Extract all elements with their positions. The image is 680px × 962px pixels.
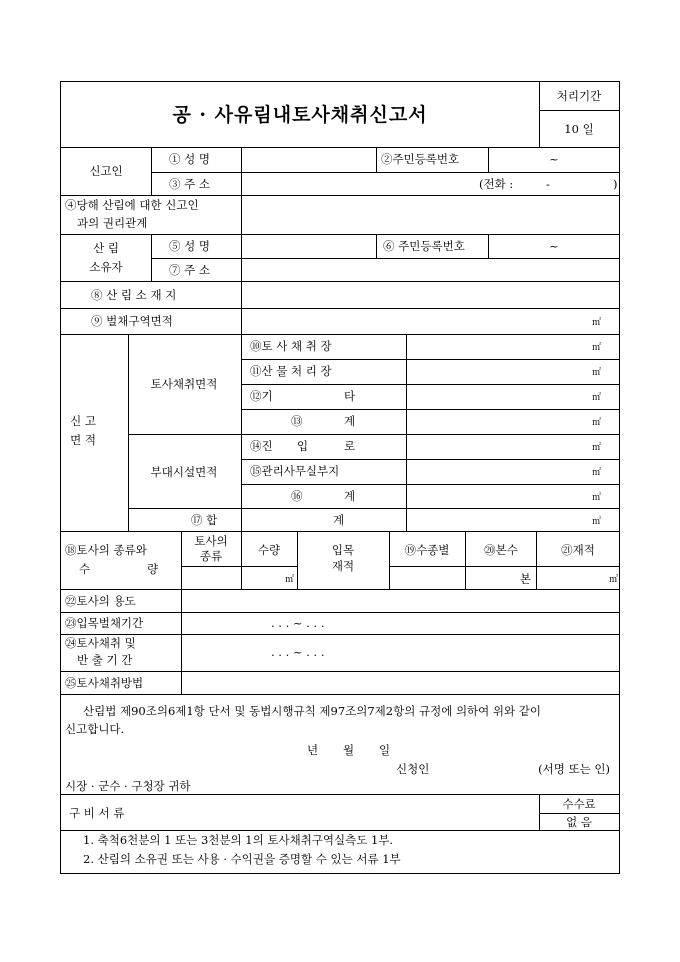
grand-total-label-b: 계 (333, 513, 345, 527)
relation-label-line1: ④당해 산림에 대한 신고인 (65, 198, 199, 212)
divider (128, 508, 620, 509)
reported-area-label-line2: 면 적 (70, 433, 96, 447)
tree-count-header: ⑳본수 (484, 543, 518, 557)
reported-area-label-line1: 신 고 (70, 414, 96, 428)
applicant-label: 신고인 (89, 164, 123, 178)
divider (61, 308, 620, 309)
owner-name-label: ⑤ 성 명 (169, 239, 211, 253)
divider (406, 334, 407, 531)
subtotal1-number: ⑬ (291, 414, 303, 428)
divider (61, 147, 620, 148)
extraction-area-label: 토사채취면적 (150, 377, 218, 391)
owner-address-field[interactable] (242, 262, 618, 280)
divider (376, 147, 377, 172)
carry-period-label-b: 반 출 기 간 (77, 653, 133, 667)
divider (241, 334, 242, 531)
divider (61, 612, 620, 613)
access-road-label-c: 로 (344, 439, 356, 453)
applicant-sign-label: 신청인 (396, 762, 430, 776)
divider (151, 234, 152, 281)
felling-period-value[interactable]: . . . ~ . . . (271, 616, 325, 630)
date-day-label: 일 (379, 743, 391, 757)
extraction-method-field[interactable] (182, 674, 618, 692)
divider (297, 531, 298, 589)
office-site-label: ⑮관리사무실부지 (250, 464, 340, 478)
soil-kind-header-a: 토사의 (194, 534, 228, 548)
processing-period-value: 10 일 (564, 122, 594, 136)
divider (539, 110, 620, 111)
timber-volume-header-a: 입목 (331, 543, 355, 557)
divider (61, 234, 620, 235)
required-documents-label: 구 비 서 류 (69, 806, 125, 820)
divider (376, 234, 377, 258)
soil-usage-label: ㉒토사의 용도 (65, 594, 136, 608)
divider (241, 484, 620, 485)
divider (151, 258, 620, 259)
divider (539, 813, 620, 814)
date-year-label: 년 (307, 743, 319, 757)
grand-total-label-a: ⑰ 합 (191, 513, 218, 527)
unit-label: ㎡ (591, 443, 601, 453)
quantity-header: 수량 (257, 543, 281, 557)
divider (151, 172, 620, 173)
volume-header: ㉑재적 (561, 543, 595, 557)
divider (61, 589, 620, 590)
subtotal2-number: ⑯ (291, 489, 303, 503)
divider (241, 459, 620, 460)
divider (465, 531, 466, 589)
unit-label: ㎡ (591, 368, 601, 378)
fee-label: 수수료 (562, 797, 596, 811)
other-label-b: 타 (344, 389, 356, 403)
applicant-phone-close: ) (613, 177, 618, 191)
facility-area-label: 부대시설면적 (150, 465, 218, 479)
divider (61, 830, 620, 831)
volume-unit: ㎥ (608, 575, 618, 585)
divider (488, 147, 489, 172)
divider (488, 234, 489, 258)
relation-field[interactable] (242, 199, 618, 231)
applicant-phone-label: (전화 : (479, 177, 514, 191)
processing-period-label: 처리기간 (556, 89, 602, 103)
tree-count-unit: 본 (519, 572, 531, 586)
signature-label[interactable]: (서명 또는 인) (538, 762, 610, 776)
report-form (60, 81, 620, 874)
applicant-phone-dash: - (546, 177, 550, 191)
access-road-label-a: ⑭진 (250, 439, 273, 453)
divider (61, 671, 620, 672)
unit-label: ㎡ (591, 343, 601, 353)
quantity-unit: ㎡ (284, 575, 294, 585)
access-road-label-b: 입 (297, 439, 309, 453)
divider (539, 82, 540, 147)
divider (151, 147, 152, 195)
other-label-a: ⑫기 (250, 389, 273, 403)
date-month-label: 월 (343, 743, 355, 757)
divider (61, 794, 620, 795)
owner-rrn-separator: ~ (549, 239, 559, 253)
extraction-method-label: ㉕토사채취방법 (65, 676, 144, 690)
unit-label: ㎡ (591, 493, 601, 503)
soil-kind-header-b: 종류 (199, 549, 223, 563)
waste-site-label: ⑪산 물 처 리 장 (250, 364, 332, 378)
divider (128, 434, 620, 435)
statement-line2: 신고합니다. (65, 722, 125, 736)
carry-period-value[interactable]: . . . ~ . . . (271, 645, 325, 659)
owner-label-line2: 소유자 (89, 260, 123, 274)
divider (241, 531, 242, 589)
carry-period-label-a: ㉔토사채취 및 (65, 636, 136, 650)
divider (241, 384, 620, 385)
unit-label: ㎡ (591, 418, 601, 428)
applicant-address-label: ③ 주 소 (169, 177, 211, 191)
felling-period-label: ㉓입목벌채기간 (65, 616, 144, 630)
felling-area-label: ⑨ 벌채구역면적 (91, 314, 173, 328)
subtotal1-label: 계 (344, 414, 356, 428)
applicant-rrn-label: ②주민등록번호 (381, 152, 460, 166)
divider (61, 694, 620, 695)
recipient-label: 시장 · 군수 · 구청장 귀하 (65, 779, 191, 793)
applicant-name-field[interactable] (242, 152, 376, 170)
form-title: 공 · 사유림내토사채취신고서 (172, 104, 428, 126)
owner-address-label: ⑦ 주 소 (169, 263, 211, 277)
soil-usage-field[interactable] (182, 592, 618, 610)
applicant-rrn-separator: ~ (549, 152, 559, 166)
divider (389, 566, 620, 567)
forest-location-label: ⑧ 산 림 소 재 지 (91, 288, 177, 302)
unit-label: ㎡ (591, 318, 601, 328)
owner-rrn-label: ⑥ 주민등록번호 (383, 239, 465, 253)
soil-kind-qty-label-a: ⑱토사의 종류와 (65, 543, 147, 557)
divider (539, 794, 540, 830)
owner-name-field[interactable] (242, 238, 376, 256)
statement-line1: 산림법 제90조의6제1항 단서 및 동법시행규칙 제97조의7제2항의 규정에 의하여 위와 같이 (83, 704, 542, 718)
fee-value: 없 음 (566, 815, 592, 829)
forest-location-field[interactable] (242, 285, 618, 305)
divider (61, 634, 620, 635)
divider (181, 566, 297, 567)
divider (61, 334, 620, 335)
soil-kind-qty-label-b1: 수 (79, 562, 91, 576)
subtotal2-label: 계 (344, 489, 356, 503)
applicant-name-label: ① 성 명 (169, 152, 211, 166)
divider (128, 334, 129, 531)
soil-kind-qty-label-b2: 량 (147, 562, 159, 576)
document-item: 1. 축척6천분의 1 또는 3천분의 1의 토사채취구역실측도 1부. (83, 833, 394, 847)
species-header: ⑲수종별 (404, 543, 450, 557)
document-item: 2. 산림의 소유권 또는 사용 · 수익권을 증명할 수 있는 서류 1부 (83, 852, 401, 866)
relation-label-line2: 과의 권리관계 (77, 216, 148, 230)
unit-label: ㎡ (591, 517, 601, 527)
applicant-address-field[interactable] (242, 176, 472, 194)
divider (181, 531, 182, 589)
divider (389, 531, 390, 589)
timber-volume-header-b: 재적 (331, 559, 355, 573)
unit-label: ㎡ (591, 468, 601, 478)
soil-site-label: ⑩토 사 채 취 장 (250, 339, 332, 353)
owner-label-line1: 산 림 (93, 241, 119, 255)
divider (536, 531, 537, 589)
divider (61, 281, 620, 282)
unit-label: ㎡ (591, 393, 601, 403)
divider (61, 195, 620, 196)
divider (241, 359, 620, 360)
divider (241, 409, 620, 410)
